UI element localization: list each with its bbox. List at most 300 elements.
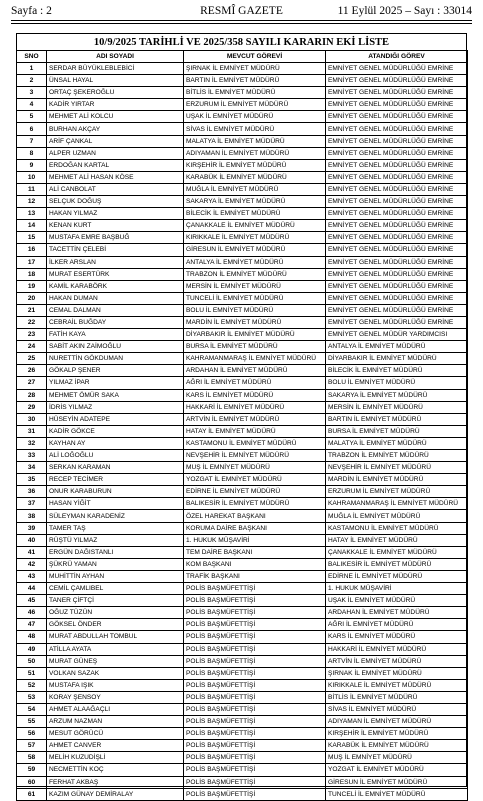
row-name: KADİR YIRTAR <box>47 99 184 111</box>
table-row <box>17 183 468 195</box>
row-assigned-duty: EMNİYET GENEL MÜDÜRLÜĞÜ EMRİNE <box>326 292 468 304</box>
row-name: VOLKAN SAZAK <box>47 667 184 679</box>
row-assigned-duty: MARDİN İL EMNİYET MÜDÜRÜ <box>326 474 468 486</box>
row-current-duty: POLİS BAŞMÜFETTİŞİ <box>184 776 326 788</box>
row-current-duty: TUNCELİ İL EMNİYET MÜDÜRÜ <box>184 292 326 304</box>
row-sno: 54 <box>17 703 47 715</box>
table-row <box>17 280 468 292</box>
table-header-row <box>17 51 468 63</box>
row-current-duty: SİVAS İL EMNİYET MÜDÜRÜ <box>184 123 326 135</box>
row-assigned-duty: SAKARYA İL EMNİYET MÜDÜRÜ <box>326 389 468 401</box>
row-sno: 3 <box>17 87 47 99</box>
row-name: RÜŞTÜ YILMAZ <box>47 534 184 546</box>
header-rule-bottom <box>11 23 472 24</box>
row-sno: 19 <box>17 280 47 292</box>
row-sno: 49 <box>17 643 47 655</box>
table-row <box>17 99 468 111</box>
row-name: MURAT GÜNEŞ <box>47 655 184 667</box>
row-name: HAKAN DUMAN <box>47 292 184 304</box>
row-current-duty: BOLU İL EMNİYET MÜDÜRÜ <box>184 304 326 316</box>
row-current-duty: YOZGAT İL EMNİYET MÜDÜRÜ <box>184 474 326 486</box>
row-assigned-duty: EMNİYET GENEL MÜDÜRLÜĞÜ EMRİNE <box>326 196 468 208</box>
row-assigned-duty: TRABZON İL EMNİYET MÜDÜRÜ <box>326 450 468 462</box>
table-row <box>17 752 468 764</box>
row-current-duty: TEM DAİRE BAŞKANI <box>184 546 326 558</box>
table-row <box>17 256 468 268</box>
row-assigned-duty: KIRIKKALE İL EMNİYET MÜDÜRÜ <box>326 679 468 691</box>
row-sno: 57 <box>17 740 47 752</box>
row-name: OĞUZ TÜZÜN <box>47 607 184 619</box>
row-current-duty: KARABÜK İL EMNİYET MÜDÜRÜ <box>184 171 326 183</box>
row-assigned-duty: EMNİYET GENEL MÜDÜRLÜĞÜ EMRİNE <box>326 87 468 99</box>
row-current-duty: EDİRNE İL EMNİYET MÜDÜRÜ <box>184 486 326 498</box>
row-sno: 32 <box>17 437 47 449</box>
row-sno: 55 <box>17 716 47 728</box>
row-current-duty: ADIYAMAN İL EMNİYET MÜDÜRÜ <box>184 147 326 159</box>
row-sno: 22 <box>17 316 47 328</box>
row-sno: 25 <box>17 353 47 365</box>
row-name: KADİR GÖKCE <box>47 425 184 437</box>
row-assigned-duty: KIRŞEHİR İL EMNİYET MÜDÜRÜ <box>326 728 468 740</box>
row-assigned-duty: TUNCELİ İL EMNİYET MÜDÜRÜ <box>326 788 468 800</box>
row-name: SABİT AKIN ZAİMOĞLU <box>47 341 184 353</box>
table-row <box>17 619 468 631</box>
row-sno: 51 <box>17 667 47 679</box>
row-assigned-duty: ÇANAKKALE İL EMNİYET MÜDÜRÜ <box>326 546 468 558</box>
row-name: ALİ CANBOLAT <box>47 183 184 195</box>
table-row <box>17 450 468 462</box>
row-current-duty: POLİS BAŞMÜFETTİŞİ <box>184 752 326 764</box>
row-assigned-duty: SİVAS İL EMNİYET MÜDÜRÜ <box>326 703 468 715</box>
row-assigned-duty: EMNİYET GENEL MÜDÜRLÜĞÜ EMRİNE <box>326 135 468 147</box>
row-assigned-duty: YOZGAT İL EMNİYET MÜDÜRÜ <box>326 764 468 776</box>
row-sno: 11 <box>17 183 47 195</box>
row-assigned-duty: UŞAK İL EMNİYET MÜDÜRÜ <box>326 595 468 607</box>
row-name: SERKAN KARAMAN <box>47 462 184 474</box>
row-current-duty: KORUMA DAİRE BAŞKANI <box>184 522 326 534</box>
row-sno: 48 <box>17 631 47 643</box>
row-assigned-duty: EMNİYET GENEL MÜDÜRLÜĞÜ EMRİNE <box>326 304 468 316</box>
row-name: TAMER TAŞ <box>47 522 184 534</box>
row-name: KAMİL KARABÖRK <box>47 280 184 292</box>
row-current-duty: POLİS BAŞMÜFETTİŞİ <box>184 716 326 728</box>
row-sno: 15 <box>17 232 47 244</box>
row-name: RECEP TECİMER <box>47 474 184 486</box>
row-name: MUHİTTİN AYHAN <box>47 570 184 582</box>
table-row <box>17 607 468 619</box>
row-name: ARİF ÇANKAL <box>47 135 184 147</box>
table-row <box>17 329 468 341</box>
row-current-duty: POLİS BAŞMÜFETTİŞİ <box>184 655 326 667</box>
row-sno: 4 <box>17 99 47 111</box>
row-name: YILMAZ İPAR <box>47 377 184 389</box>
row-name: MUSTAFA IŞIK <box>47 679 184 691</box>
table-row <box>17 341 468 353</box>
row-name: CEMAL DALMAN <box>47 304 184 316</box>
row-current-duty: TRABZON İL EMNİYET MÜDÜRÜ <box>184 268 326 280</box>
table-row <box>17 401 468 413</box>
row-name: ARZUM NAZMAN <box>47 716 184 728</box>
row-sno: 36 <box>17 486 47 498</box>
gazette-title: RESMÎ GAZETE <box>200 5 283 17</box>
row-sno: 34 <box>17 462 47 474</box>
row-sno: 45 <box>17 595 47 607</box>
table-row <box>17 558 468 570</box>
row-name: MURAT ABDULLAH TOMBUL <box>47 631 184 643</box>
row-sno: 61 <box>17 788 47 800</box>
table-row <box>17 776 468 788</box>
table-body <box>17 63 468 801</box>
row-current-duty: MUĞLA İL EMNİYET MÜDÜRÜ <box>184 183 326 195</box>
row-current-duty: POLİS BAŞMÜFETTİŞİ <box>184 788 326 800</box>
row-name: KENAN KURT <box>47 220 184 232</box>
table-row <box>17 353 468 365</box>
row-current-duty: BARTIN İL EMNİYET MÜDÜRÜ <box>184 75 326 87</box>
row-sno: 52 <box>17 679 47 691</box>
table-row <box>17 232 468 244</box>
table-row <box>17 159 468 171</box>
row-name: AHMET CANVER <box>47 740 184 752</box>
row-assigned-duty: MUŞ İL EMNİYET MÜDÜRÜ <box>326 752 468 764</box>
row-assigned-duty: EMNİYET GENEL MÜDÜR YARDIMCISI <box>326 329 468 341</box>
row-current-duty: MUŞ İL EMNİYET MÜDÜRÜ <box>184 462 326 474</box>
row-name: MURAT ESERTÜRK <box>47 268 184 280</box>
row-assigned-duty: KAHRAMANMARAŞ İL EMNİYET MÜDÜRÜ <box>326 498 468 510</box>
row-current-duty: 1. HUKUK MÜŞAVİRİ <box>184 534 326 546</box>
table-row <box>17 377 468 389</box>
row-assigned-duty: NEVŞEHİR İL EMNİYET MÜDÜRÜ <box>326 462 468 474</box>
list-title: 10/9/2025 TARİHLİ VE 2025/358 SAYILI KARARIN EKİ LİSTE <box>17 34 466 51</box>
row-assigned-duty: AĞRI İL EMNİYET MÜDÜRÜ <box>326 619 468 631</box>
row-sno: 35 <box>17 474 47 486</box>
row-current-duty: AĞRI İL EMNİYET MÜDÜRÜ <box>184 377 326 389</box>
table-row <box>17 365 468 377</box>
row-assigned-duty: EMNİYET GENEL MÜDÜRLÜĞÜ EMRİNE <box>326 268 468 280</box>
table-row <box>17 304 468 316</box>
row-assigned-duty: EMNİYET GENEL MÜDÜRLÜĞÜ EMRİNE <box>326 183 468 195</box>
column-header-sno: SNO <box>17 51 47 63</box>
row-current-duty: MALATYA İL EMNİYET MÜDÜRÜ <box>184 135 326 147</box>
row-current-duty: ŞIRNAK İL EMNİYET MÜDÜRÜ <box>184 63 326 75</box>
row-name: ERGÜN DAĞISTANLI <box>47 546 184 558</box>
row-sno: 10 <box>17 171 47 183</box>
row-assigned-duty: EMNİYET GENEL MÜDÜRLÜĞÜ EMRİNE <box>326 244 468 256</box>
row-assigned-duty: DİYARBAKIR İL EMNİYET MÜDÜRÜ <box>326 353 468 365</box>
row-current-duty: POLİS BAŞMÜFETTİŞİ <box>184 583 326 595</box>
row-sno: 30 <box>17 413 47 425</box>
table-row <box>17 595 468 607</box>
table-row <box>17 655 468 667</box>
row-sno: 1 <box>17 63 47 75</box>
table-row <box>17 437 468 449</box>
row-name: SERDAR BÜYÜKLEBLEBİCİ <box>47 63 184 75</box>
list-frame <box>16 33 467 798</box>
row-sno: 46 <box>17 607 47 619</box>
row-assigned-duty: EMNİYET GENEL MÜDÜRLÜĞÜ EMRİNE <box>326 316 468 328</box>
row-name: ERDOĞAN KARTAL <box>47 159 184 171</box>
row-name: BURHAN AKÇAY <box>47 123 184 135</box>
row-current-duty: GİRESUN İL EMNİYET MÜDÜRÜ <box>184 244 326 256</box>
row-assigned-duty: EMNİYET GENEL MÜDÜRLÜĞÜ EMRİNE <box>326 220 468 232</box>
row-assigned-duty: EMNİYET GENEL MÜDÜRLÜĞÜ EMRİNE <box>326 208 468 220</box>
row-assigned-duty: KASTAMONU İL EMNİYET MÜDÜRÜ <box>326 522 468 534</box>
row-sno: 50 <box>17 655 47 667</box>
row-name: FERHAT AKBAŞ <box>47 776 184 788</box>
row-current-duty: KARS İL EMNİYET MÜDÜRÜ <box>184 389 326 401</box>
row-sno: 16 <box>17 244 47 256</box>
row-sno: 39 <box>17 522 47 534</box>
row-current-duty: SAKARYA İL EMNİYET MÜDÜRÜ <box>184 196 326 208</box>
row-current-duty: NEVŞEHİR İL EMNİYET MÜDÜRÜ <box>184 450 326 462</box>
row-name: İLKER ARSLAN <box>47 256 184 268</box>
row-assigned-duty: EMNİYET GENEL MÜDÜRLÜĞÜ EMRİNE <box>326 123 468 135</box>
row-name: MEHMET ÖMÜR SAKA <box>47 389 184 401</box>
column-header-name: ADI SOYADI <box>47 51 184 63</box>
row-name: MEHMET ALİ HASAN KÖSE <box>47 171 184 183</box>
row-name: ONUR KARABURUN <box>47 486 184 498</box>
row-name: CEBRAİL BUĞDAY <box>47 316 184 328</box>
row-assigned-duty: BOLU İL EMNİYET MÜDÜRÜ <box>326 377 468 389</box>
row-name: KAYHAN AY <box>47 437 184 449</box>
row-name: SÜLEYMAN KARADENİZ <box>47 510 184 522</box>
row-assigned-duty: ERZURUM İL EMNİYET MÜDÜRÜ <box>326 486 468 498</box>
appointment-table <box>16 50 468 801</box>
row-assigned-duty: KARABÜK İL EMNİYET MÜDÜRÜ <box>326 740 468 752</box>
row-assigned-duty: ŞIRNAK İL EMNİYET MÜDÜRÜ <box>326 667 468 679</box>
row-name: ATİLLA AYATA <box>47 643 184 655</box>
table-row <box>17 534 468 546</box>
table-row <box>17 292 468 304</box>
table-row <box>17 244 468 256</box>
row-name: TACETTİN ÇELEBİ <box>47 244 184 256</box>
row-current-duty: KAHRAMANMARAŞ İL EMNİYET MÜDÜRÜ <box>184 353 326 365</box>
row-name: ALPER UZMAN <box>47 147 184 159</box>
row-current-duty: POLİS BAŞMÜFETTİŞİ <box>184 740 326 752</box>
table-row <box>17 691 468 703</box>
row-current-duty: HATAY İL EMNİYET MÜDÜRÜ <box>184 425 326 437</box>
table-row <box>17 171 468 183</box>
row-sno: 24 <box>17 341 47 353</box>
table-row <box>17 316 468 328</box>
table-row <box>17 196 468 208</box>
row-current-duty: KIRŞEHİR İL EMNİYET MÜDÜRÜ <box>184 159 326 171</box>
table-row <box>17 667 468 679</box>
table-row <box>17 522 468 534</box>
row-sno: 26 <box>17 365 47 377</box>
row-sno: 7 <box>17 135 47 147</box>
row-name: HÜSEYİN ADATEPE <box>47 413 184 425</box>
row-assigned-duty: MALATYA İL EMNİYET MÜDÜRÜ <box>326 437 468 449</box>
table-row <box>17 389 468 401</box>
row-sno: 37 <box>17 498 47 510</box>
row-sno: 29 <box>17 401 47 413</box>
table-row <box>17 147 468 159</box>
row-assigned-duty: ANTALYA İL EMNİYET MÜDÜRÜ <box>326 341 468 353</box>
row-sno: 56 <box>17 728 47 740</box>
row-assigned-duty: MUĞLA İL EMNİYET MÜDÜRÜ <box>326 510 468 522</box>
page-number: Sayfa : 2 <box>11 5 52 17</box>
row-current-duty: POLİS BAŞMÜFETTİŞİ <box>184 631 326 643</box>
row-assigned-duty: EMNİYET GENEL MÜDÜRLÜĞÜ EMRİNE <box>326 63 468 75</box>
table-row <box>17 703 468 715</box>
column-header-current-duty: MEVCUT GÖREVİ <box>184 51 326 63</box>
table-row <box>17 570 468 582</box>
row-sno: 44 <box>17 583 47 595</box>
table-row <box>17 474 468 486</box>
table-row <box>17 631 468 643</box>
table-row <box>17 268 468 280</box>
row-name: SELÇUK DOĞUŞ <box>47 196 184 208</box>
row-current-duty: POLİS BAŞMÜFETTİŞİ <box>184 679 326 691</box>
table-row <box>17 111 468 123</box>
row-sno: 38 <box>17 510 47 522</box>
header-rule-top <box>11 20 472 21</box>
row-sno: 59 <box>17 764 47 776</box>
row-current-duty: BİTLİS İL EMNİYET MÜDÜRÜ <box>184 87 326 99</box>
row-assigned-duty: ARTVİN İL EMNİYET MÜDÜRÜ <box>326 655 468 667</box>
table-row <box>17 135 468 147</box>
row-assigned-duty: EMNİYET GENEL MÜDÜRLÜĞÜ EMRİNE <box>326 280 468 292</box>
row-assigned-duty: BURSA İL EMNİYET MÜDÜRÜ <box>326 425 468 437</box>
row-sno: 40 <box>17 534 47 546</box>
row-current-duty: BURSA İL EMNİYET MÜDÜRÜ <box>184 341 326 353</box>
row-current-duty: POLİS BAŞMÜFETTİŞİ <box>184 619 326 631</box>
row-sno: 43 <box>17 570 47 582</box>
row-assigned-duty: EMNİYET GENEL MÜDÜRLÜĞÜ EMRİNE <box>326 159 468 171</box>
row-sno: 60 <box>17 776 47 788</box>
row-current-duty: UŞAK İL EMNİYET MÜDÜRÜ <box>184 111 326 123</box>
row-name: CEMİL ÇAMLIBEL <box>47 583 184 595</box>
row-sno: 58 <box>17 752 47 764</box>
row-sno: 8 <box>17 147 47 159</box>
row-assigned-duty: GİRESUN İL EMNİYET MÜDÜRÜ <box>326 776 468 788</box>
row-current-duty: TRAFİK BAŞKANI <box>184 570 326 582</box>
row-sno: 6 <box>17 123 47 135</box>
row-assigned-duty: HAKKARİ İL EMNİYET MÜDÜRÜ <box>326 643 468 655</box>
row-assigned-duty: HATAY İL EMNİYET MÜDÜRÜ <box>326 534 468 546</box>
row-assigned-duty: EMNİYET GENEL MÜDÜRLÜĞÜ EMRİNE <box>326 171 468 183</box>
row-sno: 28 <box>17 389 47 401</box>
row-current-duty: KIRIKKALE İL EMNİYET MÜDÜRÜ <box>184 232 326 244</box>
table-row <box>17 788 468 800</box>
row-current-duty: POLİS BAŞMÜFETTİŞİ <box>184 607 326 619</box>
row-name: ŞÜKRÜ YAMAN <box>47 558 184 570</box>
row-current-duty: MARDİN İL EMNİYET MÜDÜRÜ <box>184 316 326 328</box>
row-current-duty: POLİS BAŞMÜFETTİŞİ <box>184 643 326 655</box>
table-row <box>17 679 468 691</box>
row-name: HASAN YİĞİT <box>47 498 184 510</box>
row-name: İDRİS YILMAZ <box>47 401 184 413</box>
row-sno: 23 <box>17 329 47 341</box>
row-assigned-duty: EMNİYET GENEL MÜDÜRLÜĞÜ EMRİNE <box>326 75 468 87</box>
row-assigned-duty: KARS İL EMNİYET MÜDÜRÜ <box>326 631 468 643</box>
column-header-assigned-duty: ATANDIĞI GÖREV <box>326 51 468 63</box>
row-name: KAZIM GÜNAY DEMİRALAY <box>47 788 184 800</box>
row-current-duty: ÖZEL HAREKAT BAŞKANI <box>184 510 326 522</box>
row-name: MEHMET ALİ KOLCU <box>47 111 184 123</box>
row-name: FATİH KAYA <box>47 329 184 341</box>
table-row <box>17 728 468 740</box>
table-row <box>17 740 468 752</box>
row-sno: 33 <box>17 450 47 462</box>
row-current-duty: ANTALYA İL EMNİYET MÜDÜRÜ <box>184 256 326 268</box>
table-row <box>17 764 468 776</box>
row-current-duty: BİLECİK İL EMNİYET MÜDÜRÜ <box>184 208 326 220</box>
row-sno: 42 <box>17 558 47 570</box>
row-assigned-duty: ADIYAMAN İL EMNİYET MÜDÜRÜ <box>326 716 468 728</box>
row-assigned-duty: BARTIN İL EMNİYET MÜDÜRÜ <box>326 413 468 425</box>
row-name: NECMETTİN KOÇ <box>47 764 184 776</box>
row-name: ALİ LOĞOĞLU <box>47 450 184 462</box>
table-row <box>17 75 468 87</box>
row-current-duty: ARDAHAN İL EMNİYET MÜDÜRÜ <box>184 365 326 377</box>
row-sno: 31 <box>17 425 47 437</box>
row-name: MELİH KUZUDİŞLİ <box>47 752 184 764</box>
row-current-duty: POLİS BAŞMÜFETTİŞİ <box>184 703 326 715</box>
row-current-duty: KASTAMONU İL EMNİYET MÜDÜRÜ <box>184 437 326 449</box>
row-sno: 18 <box>17 268 47 280</box>
row-current-duty: HAKKARİ İL EMNİYET MÜDÜRÜ <box>184 401 326 413</box>
table-row <box>17 546 468 558</box>
row-name: GÖKSEL ÖNDER <box>47 619 184 631</box>
table-row <box>17 716 468 728</box>
row-sno: 17 <box>17 256 47 268</box>
table-row <box>17 220 468 232</box>
row-sno: 21 <box>17 304 47 316</box>
table-row <box>17 510 468 522</box>
table-row <box>17 462 468 474</box>
row-current-duty: POLİS BAŞMÜFETTİŞİ <box>184 595 326 607</box>
row-sno: 41 <box>17 546 47 558</box>
row-assigned-duty: MERSİN İL EMNİYET MÜDÜRÜ <box>326 401 468 413</box>
row-sno: 9 <box>17 159 47 171</box>
row-assigned-duty: BİTLİS İL EMNİYET MÜDÜRÜ <box>326 691 468 703</box>
row-current-duty: KOM BAŞKANI <box>184 558 326 570</box>
table-row <box>17 643 468 655</box>
page-header <box>11 4 472 18</box>
row-sno: 2 <box>17 75 47 87</box>
row-assigned-duty: BİLECİK İL EMNİYET MÜDÜRÜ <box>326 365 468 377</box>
row-current-duty: POLİS BAŞMÜFETTİŞİ <box>184 667 326 679</box>
table-row <box>17 486 468 498</box>
row-assigned-duty: EMNİYET GENEL MÜDÜRLÜĞÜ EMRİNE <box>326 111 468 123</box>
row-assigned-duty: EMNİYET GENEL MÜDÜRLÜĞÜ EMRİNE <box>326 147 468 159</box>
row-name: GÖKALP ŞENER <box>47 365 184 377</box>
row-name: MESUT GÖRÜCÜ <box>47 728 184 740</box>
table-row <box>17 87 468 99</box>
row-sno: 27 <box>17 377 47 389</box>
row-name: AHMET ALAAĞAÇLI <box>47 703 184 715</box>
row-current-duty: ARTVİN İL EMNİYET MÜDÜRÜ <box>184 413 326 425</box>
row-name: HAKAN YILMAZ <box>47 208 184 220</box>
row-current-duty: BALIKESİR İL EMNİYET MÜDÜRÜ <box>184 498 326 510</box>
table-row <box>17 208 468 220</box>
row-name: NURETTİN GÖKDUMAN <box>47 353 184 365</box>
row-sno: 13 <box>17 208 47 220</box>
row-sno: 12 <box>17 196 47 208</box>
row-sno: 5 <box>17 111 47 123</box>
row-sno: 53 <box>17 691 47 703</box>
row-assigned-duty: 1. HUKUK MÜŞAVİRİ <box>326 583 468 595</box>
row-name: TANER ÇİFTÇİ <box>47 595 184 607</box>
table-row <box>17 123 468 135</box>
row-current-duty: DİYARBAKIR İL EMNİYET MÜDÜRÜ <box>184 329 326 341</box>
row-assigned-duty: ARDAHAN İL EMNİYET MÜDÜRÜ <box>326 607 468 619</box>
row-assigned-duty: EMNİYET GENEL MÜDÜRLÜĞÜ EMRİNE <box>326 99 468 111</box>
table-row <box>17 63 468 75</box>
row-current-duty: MERSİN İL EMNİYET MÜDÜRÜ <box>184 280 326 292</box>
table-row <box>17 583 468 595</box>
